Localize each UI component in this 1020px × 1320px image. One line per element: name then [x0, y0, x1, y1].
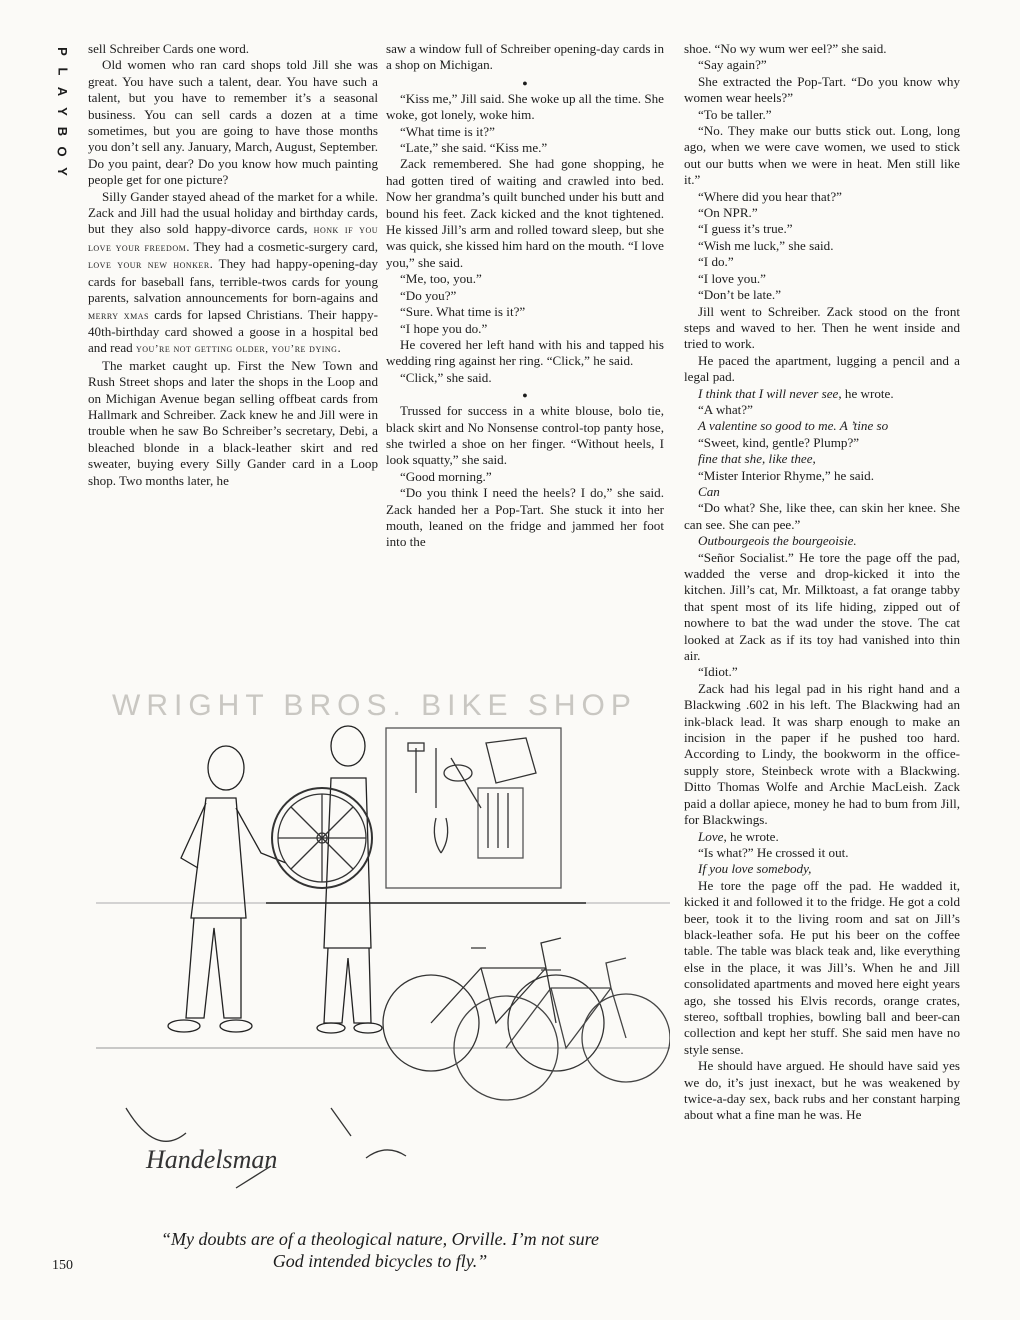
paragraph: Zack had his legal pad in his right hand and a Blackwing .602 in his left. The Blackwing had an ink-black lead. It was sharp enough to make an incision in the paper if he pushed too hard. According to Lindy, the bookworm in the office-supply store, Steinbeck wrote with a Blackwing. Ditto Thomas Wolfe and Archie MacLeish. Zack paid a dollar apiece, money he had to bum from Jill, for Blackwings. — [684, 680, 960, 828]
side-letter: A — [54, 86, 70, 98]
paragraph: “Don’t be late.” — [698, 287, 782, 303]
saw-icon — [486, 738, 536, 783]
poem-line: Love, — [698, 828, 727, 844]
paragraph: Jill went to Schreiber. Zack stood on the front steps and waved to her. Then he went inside and tried to work. — [684, 303, 960, 352]
paragraph: The market caught up. First the New Town and Rush Street shops and later the shops in the Loop and on Michigan Avenue began selling offbeat cards from Hallmark and Schreiber. Zack knew he and Jill were in trouble when he saw Bo Schreiber’s secretary, Debi, a bleached blonde in a black-leather skirt and red sweater, buying every Silly Gander card in a Loop shop. Two months later, he — [88, 357, 378, 488]
card-slogan: honk if you love your freedom — [88, 224, 378, 254]
section-break-dot — [386, 386, 664, 403]
paragraph: “I hope you do.” — [400, 320, 488, 336]
paragraph: “Wish me luck,” she said. — [698, 237, 834, 253]
card-slogan: merry xmas — [88, 309, 149, 322]
paragraph: saw a window full of Schreiber opening-day cards in a shop on Michigan. — [386, 41, 664, 73]
side-letter: O — [55, 146, 70, 158]
paragraph: “Do you?” — [400, 287, 457, 303]
side-letter: B — [54, 126, 70, 138]
pegboard — [386, 728, 561, 888]
paragraph: I think that I will never see, he wrote. — [698, 385, 894, 401]
man-left — [168, 746, 286, 1032]
cartoon-caption: “My doubts are of a theological nature, Orville. I’m not sure God intended bicycles to fly.” — [161, 1229, 599, 1271]
article-column-1 — [88, 41, 378, 489]
paragraph: “Me, too, you.” — [400, 271, 482, 287]
paragraph: shoe. “No wy wum wer eel?” she said. — [684, 41, 887, 56]
side-letter: P — [54, 47, 70, 57]
poem-line: I think that I will never see, — [698, 385, 842, 401]
card-slogan: you’re not getting older, you’re dying — [135, 343, 338, 356]
paragraph: “Click,” she said. — [400, 369, 492, 385]
tool-pouch — [478, 788, 523, 858]
paragraph: He tore the page off the pad. He wadded it, kicked it and followed it to the fridge. He got a cold beer, took it to the living room and sat on Jill’s black-leather sofa. He put his beer on the coffee table. The table was black teak and, like everything else in the place, it was Jill’s. When he and Jill consolidated apartments and moved here eight years ago, she tossed his Elvis records, orange crates, stereo, softball trophies, bowling ball and beer-can collection and kept her stuff. She said men have no style sense. — [684, 877, 960, 1057]
paragraph: “Sweet, kind, gentle? Plump?” — [698, 434, 860, 450]
paragraph: He paced the apartment, lugging a pencil and a legal pad. — [684, 352, 960, 385]
bicycle — [383, 938, 604, 1071]
paragraph: Trussed for success in a white blouse, bolo tie, black skirt and No Nonsense control-top panty hose, she twirled a shoe on her finger. “Without heels, I look squatty,” she said. — [386, 403, 664, 468]
paragraph: Zack remembered. She had gone shopping, he had gotten tired of waiting and crawled into bed. Now her grandma’s quilt bunched under his butt and bound his feet. Zack kicked and the knot tightened. He kissed Jill’s arm and rolled toward sleep, but she was quick, she kissed him hard on the mouth. “I love you,” she said. — [386, 156, 664, 270]
article-column-3 — [684, 41, 960, 1124]
page-number: 150 — [52, 1258, 73, 1273]
paragraph: He should have argued. He should have said yes we do, it’s just inexact, but he was weakened by twice-a-day sex, back rubs and her constant harping about what a fine man he was. He — [684, 1058, 960, 1123]
article-column-2 — [386, 41, 664, 551]
side-letter: Y — [54, 107, 70, 117]
paragraph: “Late,” she said. “Kiss me.” — [400, 140, 548, 156]
paragraph: sell Schreiber Cards one word. — [88, 41, 250, 56]
paragraph: He covered her left hand with his and tapped his wedding ring against her ring. “Click,” he said. — [386, 336, 664, 369]
paragraph: “On NPR.” — [698, 205, 758, 221]
side-letter: L — [54, 67, 70, 77]
cartoonist-signature: Handelsman — [146, 1145, 278, 1174]
poem-line: fine that she, like thee, — [698, 451, 816, 467]
poem-line: If you love somebody, — [698, 861, 812, 877]
bicycle — [454, 958, 670, 1100]
paragraph: “Idiot.” — [698, 664, 738, 680]
side-letter: Y — [54, 167, 70, 177]
paragraph: “A what?” — [698, 401, 753, 417]
paragraph: Old women who ran card shops told Jill she was great. You have such a talent, dear. You have such a talent, but you have to remember it’s a seasonal business. You can sell cards a dozen at a time sometimes, but you are going to have those months you don’t sell any. January, March, August, September. Do you paint, dear? Do you know how much painting people get for one picture? — [88, 57, 378, 188]
poem-line: Can — [698, 483, 720, 499]
paragraph: “Señor Socialist.” He tore the page off the pad, wadded the verse and drop-kicked it into the kitchen. Jill’s cat, Mr. Milktoast, a fat orange tabby that spent most of its life hiding, zipped out of nowhere to bat the wad under the stove. The cat looked at Zack as if its toy had vanished into thin air. — [684, 549, 960, 664]
paragraph: “Do what? She, like thee, can skin her knee. She can see. She can pee.” — [684, 500, 960, 532]
shop-sign: WRIGHT BROS. BIKE SHOP — [112, 689, 637, 722]
paragraph: “No. They make our butts stick out. Long, long ago, when we were cave women, we used to stick out our butts when we were in heat. Men still like it.” — [684, 123, 960, 188]
paragraph: “Do you think I need the heels? I do,” she said. Zack handed her a Pop-Tart. She stuck it into her mouth, leaned on the fridge and jammed her foot into the — [386, 485, 664, 550]
paragraph: “I love you.” — [698, 270, 766, 286]
poem-line: A valentine so good to me. A ’tine so — [698, 418, 889, 434]
paragraph: “What time is it?” — [400, 123, 495, 139]
paragraph: “I do.” — [698, 254, 734, 270]
paragraph: Silly Gander stayed ahead of the market for a while. Zack and Jill had the usual holiday and birthday cards, but they also sold happy-divorce cards, honk if you love your freedom. They had a cosmetic-surgery card, love your new honker. They had happy-opening-day cards for baseball fans, terrible-twos cards for young parents, salvation announcements for born-agains and merry xmas cards for lapsed Christians. Their happy-40th-birthday card showed a goose in a hospital bed and read you’re not getting older, you’re dying. — [88, 188, 379, 356]
paragraph: “Where did you hear that?” — [698, 188, 842, 204]
section-break-dot — [386, 74, 664, 91]
paragraph: “Say again?” — [698, 57, 767, 73]
paragraph: “Sure. What time is it?” — [400, 304, 526, 320]
card-slogan: love your new honker — [88, 259, 210, 272]
paragraph: She extracted the Pop-Tart. “Do you know why women wear heels?” — [684, 73, 960, 106]
paragraph: “Mister Interior Rhyme,” he said. — [698, 467, 874, 483]
paragraph: Love, he wrote. — [698, 828, 779, 844]
paragraph: “Is what?” He crossed it out. — [698, 844, 849, 860]
paragraph: “Good morning.” — [400, 468, 492, 484]
loose-handlebar — [366, 1150, 406, 1158]
paragraph: “I guess it’s true.” — [698, 221, 793, 237]
poem-line: Outbourgeois the bourgeoisie. — [698, 533, 857, 549]
paragraph: “Kiss me,” Jill said. She woke up all the time. She woke, got lonely, woke him. — [386, 90, 664, 123]
cartoon-illustration — [86, 688, 670, 1228]
paragraph: “To be taller.” — [698, 106, 772, 122]
magazine-side-label — [52, 42, 72, 182]
bicycle-wheel — [272, 788, 372, 888]
